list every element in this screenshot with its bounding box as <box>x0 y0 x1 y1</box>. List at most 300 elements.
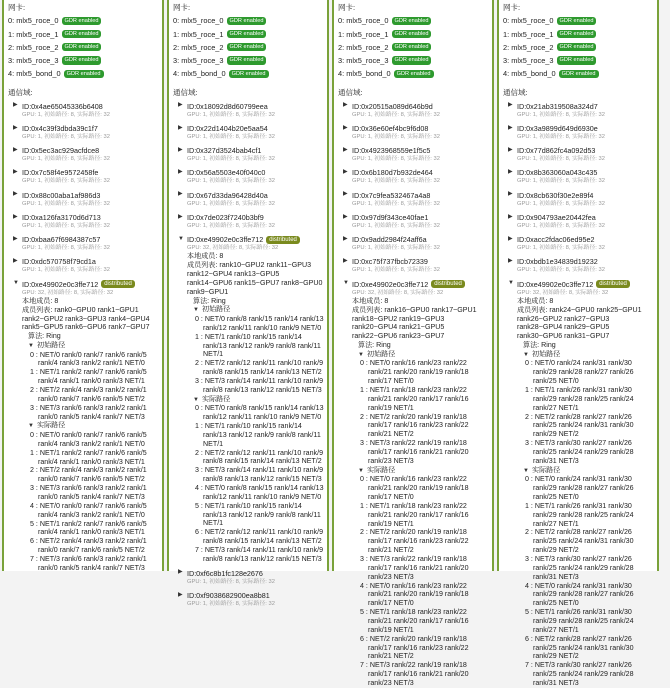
domain-header[interactable] <box>343 191 489 200</box>
path-row: 2 : NET/2 rank/12 rank/11 rank/10 rank/9 rank/8 rank/15 rank/14 rank/13 NET/2 <box>195 448 324 466</box>
init-path-label: 初始路径 <box>367 349 396 358</box>
actual-path-label: 实际路径 <box>37 421 66 430</box>
collapse-arrow-icon[interactable]: ▼ <box>523 467 529 474</box>
nic-name: 4: mlx5_bond_0 <box>8 69 61 79</box>
domain-meta: GPU: 1, 初始路径: 8, 实际路径: 32 <box>22 178 110 185</box>
gdr-enabled-badge: GDR enabled <box>392 30 432 38</box>
path-row: 7 : NET/3 rank/6 rank/3 rank/2 rank/1 rank/0 rank/5 rank/4 rank/7 NET/3 <box>30 555 147 572</box>
actual-path-header[interactable] <box>352 466 489 476</box>
domain-item[interactable] <box>503 102 654 119</box>
expand-arrow-icon[interactable]: ▶ <box>508 169 513 176</box>
domain-header[interactable] <box>343 168 489 177</box>
path-row: 6 : NET/2 rank/12 rank/11 rank/10 rank/9 rank/8 rank/15 rank/14 rank/13 NET/2 <box>195 528 324 546</box>
gdr-enabled-badge: GDR enabled <box>392 43 432 51</box>
path-row: 0 : NET/0 rank/0 rank/7 rank/6 rank/5 rank/4 rank/3 rank/2 rank/1 NET/0 <box>30 350 147 368</box>
domain-header[interactable] <box>343 102 489 111</box>
gdr-enabled-badge: GDR enabled <box>62 30 102 38</box>
domain-item[interactable] <box>173 569 324 586</box>
nic-name: 1: mlx5_roce_1 <box>503 29 554 39</box>
member-list-value: rank0~GPU0 rank1~GPU1 rank2~GPU2 rank3~GPU3 rank4~GPU4 rank5~GPU5 rank6~GPU6 rank7~GPU7 <box>22 305 150 332</box>
nic-section-label: 网卡: <box>338 3 356 12</box>
domain-item[interactable] <box>503 257 654 274</box>
expand-arrow-icon[interactable]: ▶ <box>178 213 183 220</box>
domain-header[interactable] <box>343 235 489 244</box>
expand-arrow-icon[interactable]: ▶ <box>13 235 18 242</box>
path-row: 1 : NET/1 rank/18 rank/23 rank/22 rank/21 rank/20 rank/17 rank/16 rank/19 NET/1 <box>360 386 469 412</box>
collapse-arrow-icon[interactable]: ▼ <box>523 351 529 358</box>
algorithm-value: Ring <box>541 341 556 350</box>
member-list <box>22 306 159 333</box>
path-row: 5 : NET/1 rank/26 rank/31 rank/30 rank/29 rank/28 rank/25 rank/24 rank/27 NET/1 <box>525 608 634 634</box>
domain-header[interactable] <box>13 280 159 289</box>
domain-item[interactable] <box>8 191 159 208</box>
domain-meta: GPU: 1, 初始路径: 8, 实际路径: 32 <box>187 600 275 607</box>
domain-meta: GPU: 1, 初始路径: 8, 实际路径: 32 <box>352 267 440 274</box>
domain-header[interactable] <box>178 591 324 600</box>
nic-item <box>173 28 324 41</box>
init-path-header[interactable] <box>22 341 159 351</box>
domain-id: ID:0x56a5503e40f040c0 <box>187 168 266 178</box>
path-row: 4 : NET/0 rank/0 rank/7 rank/6 rank/5 rank/4 rank/3 rank/2 rank/1 NET/0 <box>30 501 147 519</box>
domain-section-label: 通信域: <box>503 88 528 98</box>
local-members-label: 本地成员: <box>352 296 385 305</box>
domain-meta: GPU: 1, 初始路径: 8, 实际路径: 32 <box>352 156 440 163</box>
path-row: 6 : NET/2 rank/4 rank/3 rank/2 rank/1 rank/0 rank/7 rank/6 rank/5 NET/2 <box>30 537 147 555</box>
nic-section-label: 网卡: <box>173 3 191 12</box>
expand-arrow-icon[interactable]: ▶ <box>178 591 183 598</box>
domain-id: ID:0x3a9899d649d6930e <box>517 123 598 133</box>
domain-item[interactable] <box>338 257 489 274</box>
domain-id: ID:0xa126fa3170d6d713 <box>22 212 101 222</box>
domain-item[interactable] <box>503 168 654 185</box>
domain-meta: GPU: 1, 初始路径: 8, 实际路径: 32 <box>352 245 440 252</box>
expand-arrow-icon[interactable]: ▶ <box>508 213 513 220</box>
domain-item[interactable] <box>338 235 489 252</box>
domain-item[interactable] <box>338 124 489 141</box>
expand-arrow-icon[interactable]: ▶ <box>508 146 513 153</box>
expand-arrow-icon[interactable]: ▶ <box>13 213 18 220</box>
actual-path-header[interactable] <box>517 466 654 476</box>
expand-arrow-icon[interactable]: ▶ <box>343 169 348 176</box>
gdr-enabled-badge: GDR enabled <box>64 70 104 78</box>
nic-item <box>338 54 489 67</box>
collapse-arrow-icon[interactable]: ▼ <box>193 307 199 314</box>
path-row: 0 : NET/0 rank/8 rank/15 rank/14 rank/13 rank/12 rank/11 rank/10 rank/9 NET/0 <box>195 314 324 332</box>
path-row: 2 : NET/2 rank/28 rank/27 rank/26 rank/25 rank/24 rank/31 rank/30 rank/29 NET/2 <box>525 528 634 555</box>
domain-item[interactable] <box>503 235 654 252</box>
domain-item[interactable] <box>503 191 654 208</box>
domain-meta: GPU: 1, 初始路径: 8, 实际路径: 32 <box>352 111 440 118</box>
domain-id: ID:0x7c58f4e9572458fe <box>22 168 99 178</box>
domain-id: ID:0x77d862fc4a092d53 <box>517 146 596 156</box>
path-row: 1 : NET/1 rank/10 rank/15 rank/14 rank/13 rank/12 rank/9 rank/8 rank/11 NET/1 <box>195 421 321 448</box>
nic-item <box>173 14 324 27</box>
domain-section-label: 通信域: <box>8 88 33 98</box>
domain-detail <box>343 297 489 688</box>
domain-header[interactable] <box>178 213 324 222</box>
collapse-arrow-icon[interactable]: ▼ <box>28 423 34 430</box>
expand-arrow-icon[interactable]: ▶ <box>343 191 348 198</box>
domain-item[interactable] <box>173 213 324 230</box>
domain-item[interactable] <box>8 102 159 119</box>
expand-arrow-icon[interactable]: ▶ <box>343 235 348 242</box>
path-row: 7 : NET/3 rank/30 rank/27 rank/26 rank/25 rank/24 rank/29 rank/28 rank/31 NET/3 <box>525 661 634 688</box>
path-row: 2 : NET/2 rank/20 rank/19 rank/18 rank/17 rank/16 rank/23 rank/22 rank/21 NET/2 <box>360 528 469 555</box>
expand-arrow-icon[interactable]: ▶ <box>13 191 18 198</box>
domain-meta: GPU: 1, 初始路径: 8, 实际路径: 32 <box>517 267 605 274</box>
expand-arrow-icon[interactable]: ▶ <box>13 169 18 176</box>
nic-name: 4: mlx5_bond_0 <box>503 69 556 79</box>
domain-item[interactable] <box>173 168 324 185</box>
expand-arrow-icon[interactable]: ▶ <box>343 102 348 109</box>
domain-header[interactable] <box>178 569 324 578</box>
expand-arrow-icon[interactable]: ▶ <box>508 124 513 131</box>
nic-name: 0: mlx5_roce_0 <box>338 16 389 26</box>
algorithm-label: 算法: <box>523 341 542 350</box>
domain-header[interactable] <box>13 146 159 155</box>
local-members-value: 8 <box>549 296 554 305</box>
nic-item <box>503 14 654 27</box>
nic-name: 2: mlx5_roce_2 <box>8 42 59 52</box>
domain-item-expanded[interactable] <box>338 280 489 688</box>
distributed-badge: distributed <box>431 280 465 288</box>
nic-item <box>8 67 159 80</box>
domain-item[interactable] <box>173 146 324 163</box>
domain-item[interactable] <box>338 102 489 119</box>
actual-path-label: 实际路径 <box>367 465 396 474</box>
domain-id: ID:0x36e60ef4bc9f6d08 <box>352 123 429 133</box>
path-row: 7 : NET/3 rank/14 rank/11 rank/10 rank/9 rank/8 rank/13 rank/12 rank/15 NET/3 <box>195 545 324 563</box>
gdr-enabled-badge: GDR enabled <box>559 70 599 78</box>
path-row: 3 : NET/3 rank/6 rank/3 rank/2 rank/1 rank/0 rank/5 rank/4 rank/7 NET/3 <box>30 403 147 421</box>
domain-item[interactable] <box>338 168 489 185</box>
domain-header[interactable] <box>13 235 159 244</box>
nic-item <box>173 54 324 67</box>
collapse-arrow-icon[interactable]: ▼ <box>358 467 364 474</box>
collapse-arrow-icon[interactable]: ▼ <box>358 351 364 358</box>
domain-id: ID:0x6b180d7b932de464 <box>352 168 433 178</box>
nic-item <box>338 41 489 54</box>
domain-item[interactable] <box>8 168 159 185</box>
path-row: 0 : NET/0 rank/16 rank/23 rank/22 rank/21 rank/20 rank/19 rank/18 rank/17 NET/0 <box>360 475 469 501</box>
domain-id: ID:0x67d33da96428d40a <box>187 190 268 200</box>
expand-arrow-icon[interactable]: ▶ <box>178 124 183 131</box>
collapse-arrow-icon[interactable]: ▼ <box>28 343 34 350</box>
path-row: 6 : NET/2 rank/20 rank/19 rank/18 rank/17 rank/16 rank/23 rank/22 rank/21 NET/2 <box>360 634 469 661</box>
gdr-enabled-badge: GDR enabled <box>62 43 102 51</box>
domain-id: ID:0x22d1404b20e5aa54 <box>187 123 268 133</box>
member-list-label: 成员列表: <box>517 305 550 314</box>
domain-header[interactable] <box>508 213 654 222</box>
domain-header[interactable] <box>13 191 159 200</box>
domain-item[interactable] <box>338 213 489 230</box>
path-row: 3 : NET/3 rank/14 rank/11 rank/10 rank/9 rank/8 rank/13 rank/12 rank/15 NET/3 <box>195 466 324 484</box>
domain-item[interactable] <box>8 124 159 141</box>
collapse-arrow-icon[interactable]: ▼ <box>508 280 514 287</box>
actual-path-header[interactable] <box>187 395 324 405</box>
domain-meta: GPU: 1, 初始路径: 8, 实际路径: 32 <box>187 156 275 163</box>
init-path-label: 初始路径 <box>37 341 66 350</box>
domain-meta: GPU: 1, 初始路径: 8, 实际路径: 32 <box>517 111 605 118</box>
nic-name: 3: mlx5_roce_3 <box>503 55 554 65</box>
domain-header[interactable] <box>178 191 324 200</box>
domain-id: ID:0x97d9f343ce40fae1 <box>352 212 429 222</box>
path-row: 3 : NET/3 rank/6 rank/3 rank/2 rank/1 rank/0 rank/5 rank/4 rank/7 NET/3 <box>30 484 147 501</box>
domain-id: ID:0x904793ae20442fea <box>517 212 596 222</box>
gdr-enabled-badge: GDR enabled <box>557 43 597 51</box>
domain-header[interactable] <box>13 213 159 222</box>
nic-item <box>338 28 489 41</box>
domain-item[interactable] <box>338 146 489 163</box>
domain-header[interactable] <box>13 257 159 266</box>
path-row: 0 : NET/0 rank/24 rank/31 rank/30 rank/29 rank/28 rank/27 rank/26 rank/25 NET/0 <box>525 359 634 386</box>
expand-arrow-icon[interactable]: ▶ <box>508 191 513 198</box>
node-panel <box>332 0 494 688</box>
domain-id: ID:0x8b363060a043c435 <box>517 168 598 178</box>
expand-arrow-icon[interactable]: ▶ <box>508 102 513 109</box>
domain-meta: GPU: 1, 初始路径: 8, 实际路径: 32 <box>187 178 275 185</box>
member-list-label: 成员列表: <box>22 305 55 314</box>
domain-header[interactable] <box>508 102 654 111</box>
expand-arrow-icon[interactable]: ▶ <box>343 213 348 220</box>
domain-header[interactable] <box>343 257 489 266</box>
domain-item[interactable] <box>8 257 159 274</box>
path-row: 4 : NET/0 rank/16 rank/23 rank/22 rank/21 rank/20 rank/19 rank/18 rank/17 NET/0 <box>360 581 469 608</box>
algorithm-label: 算法: <box>28 332 47 341</box>
domain-meta: GPU: 1, 初始路径: 8, 实际路径: 32 <box>352 222 440 229</box>
local-members <box>22 297 159 306</box>
nic-name: 2: mlx5_roce_2 <box>503 42 554 52</box>
expand-arrow-icon[interactable]: ▶ <box>343 146 348 153</box>
expand-arrow-icon[interactable]: ▶ <box>13 146 18 153</box>
domain-meta: GPU: 1, 初始路径: 8, 实际路径: 32 <box>22 156 110 163</box>
expand-arrow-icon[interactable]: ▶ <box>13 124 18 131</box>
path-row: 0 : NET/0 rank/16 rank/23 rank/22 rank/21 rank/20 rank/19 rank/18 rank/17 NET/0 <box>360 359 469 386</box>
member-list <box>352 306 489 341</box>
domain-meta: GPU: 32, 初始路径: 8, 实际路径: 32 <box>187 245 279 252</box>
init-path-header[interactable] <box>352 350 489 360</box>
nic-name: 4: mlx5_bond_0 <box>173 69 226 79</box>
domain-header[interactable] <box>508 235 654 244</box>
domain-item[interactable] <box>503 124 654 141</box>
domain-header[interactable] <box>508 191 654 200</box>
domain-id: ID:0xe49902e0c3ffe712 <box>352 279 429 289</box>
path-row: 3 : NET/3 rank/22 rank/19 rank/18 rank/17 rank/16 rank/21 rank/20 rank/23 NET/3 <box>360 439 469 465</box>
distributed-badge: distributed <box>266 236 300 244</box>
domain-meta: GPU: 1, 初始路径: 8, 实际路径: 32 <box>187 111 275 118</box>
expand-arrow-icon[interactable]: ▶ <box>508 235 513 242</box>
path-row: 1 : NET/1 rank/26 rank/31 rank/30 rank/29 rank/28 rank/25 rank/24 rank/27 NET/1 <box>525 501 634 528</box>
gdr-enabled-badge: GDR enabled <box>557 17 597 25</box>
init-path-header[interactable] <box>187 305 324 315</box>
expand-arrow-icon[interactable]: ▶ <box>178 191 183 198</box>
expand-arrow-icon[interactable]: ▶ <box>178 102 183 109</box>
distributed-badge: distributed <box>101 280 135 288</box>
path-row: 6 : NET/2 rank/28 rank/27 rank/26 rank/25 rank/24 rank/31 rank/30 rank/29 NET/2 <box>525 634 634 661</box>
algorithm <box>22 332 159 341</box>
domain-id: ID:0xdc570758f79cd1a <box>22 257 96 267</box>
domain-id: ID:0xf6c8b1fc128e2676 <box>187 568 263 578</box>
domain-header[interactable] <box>178 168 324 177</box>
domain-id: ID:0x4c39f3dbda39c1f7 <box>22 123 98 133</box>
nic-name: 1: mlx5_roce_1 <box>338 29 389 39</box>
domain-header[interactable] <box>343 124 489 133</box>
member-list-label: 成员列表: <box>187 261 220 270</box>
nic-name: 4: mlx5_bond_0 <box>338 69 391 79</box>
nic-item <box>8 28 159 41</box>
domain-meta: GPU: 1, 初始路径: 8, 实际路径: 32 <box>187 578 275 585</box>
algorithm <box>352 341 489 350</box>
gdr-enabled-badge: GDR enabled <box>557 56 597 64</box>
domain-header[interactable] <box>13 124 159 133</box>
domain-meta: GPU: 1, 初始路径: 8, 实际路径: 32 <box>517 200 605 207</box>
nic-item <box>503 67 654 80</box>
domain-meta: GPU: 1, 初始路径: 8, 实际路径: 32 <box>22 222 110 229</box>
gdr-enabled-badge: GDR enabled <box>227 17 267 25</box>
member-list <box>517 306 654 341</box>
path-row: 2 : NET/2 rank/4 rank/3 rank/2 rank/1 rank/0 rank/7 rank/6 rank/5 NET/2 <box>30 386 147 403</box>
collapse-arrow-icon[interactable]: ▼ <box>343 280 349 287</box>
init-path-label: 初始路径 <box>202 305 231 314</box>
nic-name: 3: mlx5_roce_3 <box>8 55 59 65</box>
path-row: 5 : NET/1 rank/2 rank/7 rank/6 rank/5 rank/4 rank/1 rank/0 rank/3 NET/1 <box>30 519 147 537</box>
domain-item[interactable] <box>173 124 324 141</box>
domain-id: ID:0xacc2fdac06ed95e2 <box>517 235 595 245</box>
node-panel <box>497 0 659 688</box>
path-row: 1 : NET/1 rank/2 rank/7 rank/6 rank/5 rank/4 rank/1 rank/0 rank/3 NET/1 <box>30 448 147 466</box>
domain-meta: GPU: 1, 初始路径: 8, 实际路径: 32 <box>352 200 440 207</box>
collapse-arrow-icon[interactable]: ▼ <box>193 396 199 403</box>
domain-header[interactable] <box>508 280 654 289</box>
collapse-arrow-icon[interactable]: ▼ <box>13 280 19 287</box>
nic-item <box>338 67 489 80</box>
domain-id: ID:0x9add2984f24aff6a <box>352 235 427 245</box>
domain-header[interactable] <box>508 124 654 133</box>
domain-item-expanded[interactable] <box>503 280 654 688</box>
domain-header[interactable] <box>13 168 159 177</box>
gdr-enabled-badge: GDR enabled <box>229 70 269 78</box>
node-panel <box>167 0 329 607</box>
domain-section-label: 通信域: <box>338 88 363 98</box>
domain-item[interactable] <box>8 235 159 252</box>
domain-meta: GPU: 1, 初始路径: 8, 实际路径: 32 <box>187 222 275 229</box>
algorithm-value: Ring <box>211 296 226 305</box>
domain-item[interactable] <box>173 591 324 608</box>
domain-header[interactable] <box>13 102 159 111</box>
domain-id: ID:0x20515a089d646b9d <box>352 101 433 111</box>
domain-header[interactable] <box>508 168 654 177</box>
path-row: 3 : NET/3 rank/30 rank/27 rank/26 rank/25 rank/24 rank/29 rank/28 rank/31 NET/3 <box>525 555 634 581</box>
domain-meta: GPU: 1, 初始路径: 8, 实际路径: 32 <box>517 133 605 140</box>
path-row: 1 : NET/1 rank/10 rank/15 rank/14 rank/13 rank/12 rank/9 rank/8 rank/11 NET/1 <box>195 332 321 359</box>
domain-header[interactable] <box>343 213 489 222</box>
path-row: 2 : NET/2 rank/4 rank/3 rank/2 rank/1 rank/0 rank/7 rank/6 rank/5 NET/2 <box>30 466 147 484</box>
domain-header[interactable] <box>178 102 324 111</box>
domain-item[interactable] <box>173 102 324 119</box>
domain-id: ID:0x18092d8d60799eea <box>187 101 268 111</box>
local-members-value: 8 <box>54 296 59 305</box>
path-row: 0 : NET/0 rank/8 rank/15 rank/14 rank/13 rank/12 rank/11 rank/10 rank/9 NET/0 <box>195 404 324 422</box>
expand-arrow-icon[interactable]: ▶ <box>343 124 348 131</box>
domain-header[interactable] <box>343 280 489 289</box>
nic-name: 0: mlx5_roce_0 <box>173 16 224 26</box>
nic-item <box>503 28 654 41</box>
gdr-enabled-badge: GDR enabled <box>392 17 432 25</box>
domain-meta: GPU: 1, 初始路径: 8, 实际路径: 32 <box>517 245 605 252</box>
domain-id: ID:0x88c00aba1af986d3 <box>22 190 101 200</box>
expand-arrow-icon[interactable]: ▶ <box>508 258 513 265</box>
gdr-enabled-badge: GDR enabled <box>62 17 102 25</box>
domain-item[interactable] <box>8 146 159 163</box>
gdr-enabled-badge: GDR enabled <box>227 43 267 51</box>
path-row: 3 : NET/3 rank/14 rank/11 rank/10 rank/9 rank/8 rank/13 rank/12 rank/15 NET/3 <box>195 377 324 394</box>
domain-id: ID:0xc75f737fbcb72339 <box>352 257 428 267</box>
nic-name: 3: mlx5_roce_3 <box>338 55 389 65</box>
domain-id: ID:0x7de023f7240b3bf9 <box>187 212 264 222</box>
domain-header[interactable] <box>508 257 654 266</box>
domain-header[interactable] <box>178 124 324 133</box>
domain-header[interactable] <box>178 235 324 244</box>
member-list-label: 成员列表: <box>352 305 385 314</box>
domain-header[interactable] <box>178 146 324 155</box>
path-row: 5 : NET/1 rank/18 rank/23 rank/22 rank/21 rank/20 rank/17 rank/16 rank/19 NET/1 <box>360 608 469 634</box>
expand-arrow-icon[interactable]: ▶ <box>13 258 18 265</box>
local-members <box>517 297 654 306</box>
domain-header[interactable] <box>343 146 489 155</box>
actual-path-label: 实际路径 <box>532 465 561 474</box>
init-path-header[interactable] <box>517 350 654 360</box>
domain-item-expanded[interactable] <box>173 235 324 564</box>
expand-arrow-icon[interactable]: ▶ <box>178 169 183 176</box>
domain-header[interactable] <box>508 146 654 155</box>
nic-section-label: 网卡: <box>8 3 26 12</box>
domain-item[interactable] <box>503 213 654 230</box>
algorithm-value: Ring <box>46 332 61 341</box>
domain-detail <box>508 297 654 688</box>
member-list-value: rank16~GPU0 rank17~GPU1 rank18~GPU2 rank19~GPU3 rank20~GPU4 rank21~GPU5 rank22~GPU6 rank23~GPU7 <box>352 305 477 341</box>
nic-section-label: 网卡: <box>503 3 521 12</box>
domain-id: ID:0x21ab319508a324d7 <box>517 101 598 111</box>
domain-meta: GPU: 1, 初始路径: 8, 实际路径: 32 <box>22 200 110 207</box>
path-row: 5 : NET/1 rank/10 rank/15 rank/14 rank/13 rank/12 rank/9 rank/8 rank/11 NET/1 <box>195 501 321 528</box>
actual-path-header[interactable] <box>22 421 159 431</box>
nic-item <box>173 41 324 54</box>
domain-item[interactable] <box>173 191 324 208</box>
algorithm <box>517 341 654 350</box>
domain-id: ID:0xe49902e0c3ffe712 <box>517 279 594 289</box>
nic-name: 2: mlx5_roce_2 <box>338 42 389 52</box>
path-row: 4 : NET/0 rank/8 rank/15 rank/14 rank/13 rank/12 rank/11 rank/10 rank/9 NET/0 <box>195 483 324 501</box>
domain-meta: GPU: 1, 初始路径: 8, 实际路径: 32 <box>22 111 110 118</box>
domain-item[interactable] <box>338 191 489 208</box>
nic-name: 1: mlx5_roce_1 <box>173 29 224 39</box>
domain-meta: GPU: 1, 初始路径: 8, 实际路径: 32 <box>187 133 275 140</box>
domain-item[interactable] <box>503 146 654 163</box>
expand-arrow-icon[interactable]: ▶ <box>13 102 18 109</box>
domain-item-expanded[interactable] <box>8 280 159 573</box>
domain-meta: GPU: 1, 初始路径: 8, 实际路径: 32 <box>517 178 605 185</box>
domain-meta: GPU: 1, 初始路径: 8, 实际路径: 32 <box>517 156 605 163</box>
gdr-enabled-badge: GDR enabled <box>394 70 434 78</box>
collapse-arrow-icon[interactable]: ▼ <box>178 235 184 242</box>
domain-item[interactable] <box>8 213 159 230</box>
nic-item <box>8 14 159 27</box>
expand-arrow-icon[interactable]: ▶ <box>178 569 183 576</box>
local-members <box>187 252 324 261</box>
expand-arrow-icon[interactable]: ▶ <box>343 258 348 265</box>
domain-meta: GPU: 1, 初始路径: 8, 实际路径: 32 <box>352 133 440 140</box>
expand-arrow-icon[interactable]: ▶ <box>178 146 183 153</box>
